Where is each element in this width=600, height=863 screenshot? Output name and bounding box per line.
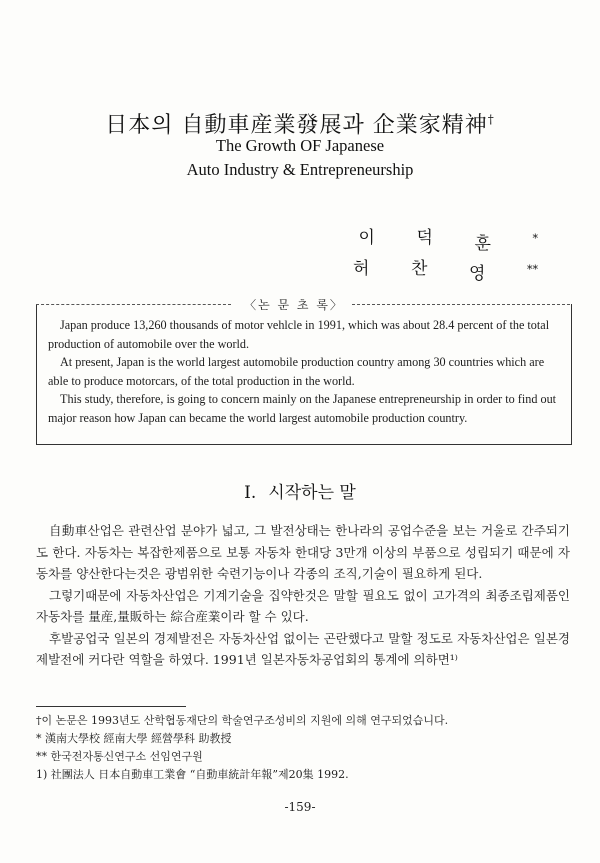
body-text <box>36 520 570 671</box>
body-paragraph: 후발공업국 일본의 경제발전은 자동차산업 없이는 곤란했다고 말할 정도로 자동차산업은 일본경제발전에 커다란 역할을 하였다. 1991년 일본자동차공업회의 통계에 의하면¹⁾ <box>36 630 570 667</box>
author-2-char-3-text: 영 <box>469 264 486 285</box>
author-2-mark: ** <box>527 262 538 276</box>
section-number: I. <box>244 483 257 503</box>
abstract-paragraph: At present, Japan is the world largest automobile production country among 30 countries which are able to produce motorcars, of the total production in the world. <box>48 355 545 388</box>
author-1 <box>353 226 538 257</box>
abstract-text <box>48 316 566 427</box>
section-heading <box>0 478 600 503</box>
abstract-top-rule-right <box>352 304 570 305</box>
abstract-heading: 〈논 문 초 록〉 <box>244 298 344 312</box>
abstract-top-rule-left <box>36 304 231 305</box>
footnote-author-2: ** 한국전자통신연구소 선임연구원 <box>36 750 203 763</box>
footnote-author-1: * 漢南大學校 經南大學 經營學科 助教授 <box>36 732 232 745</box>
footnote-divider <box>36 706 186 707</box>
body-paragraph: 그렇기때문에 자동차산업은 기계기술을 집약한것은 말할 필요도 없이 고가격의 최종조립제품인 자동차를 量産,量販하는 綜合産業이라 할 수 있다. <box>36 587 570 624</box>
author-1-char-1: 이 <box>358 228 375 248</box>
author-list <box>353 226 538 287</box>
abstract-paragraph: This study, therefore, is going to concern mainly on the Japanese entrepreneurship in order to find out major reason how Japan can became the world largest automobile production country. <box>48 392 557 425</box>
author-2 <box>353 257 538 288</box>
author-2-char-1: 허 <box>353 258 370 279</box>
body-paragraph: 自動車산업은 관련산업 분야가 넓고, 그 발전상태는 한나라의 공업수준을 보는 거울로 간주되기도 한다. 자동차는 복잡한제품으로 보통 자동차 한대당 3만개 이상의 부품으로 성립되기 때문에 자동차를 양산한다는것은 광범위한 숙련기능이나 각종의 조직,기술이 필요하게 된다. <box>36 523 570 581</box>
author-1-char-3 <box>475 226 539 257</box>
author-2-char-2: 찬 <box>411 258 428 279</box>
title-english-line2: Auto Industry & Entrepreneurship <box>186 160 414 179</box>
footnote-funding: †이 논문은 1993년도 산학협동재단의 학술연구조성비의 지원에 의해 연구되었습니다. <box>36 714 449 727</box>
author-1-char-2: 덕 <box>416 228 433 248</box>
footnotes <box>36 712 570 784</box>
author-2-char-3 <box>469 257 538 288</box>
section-title: 시작하는 말 <box>268 483 356 503</box>
page-number: -159- <box>284 800 316 814</box>
abstract-paragraph: Japan produce 13,260 thousands of motor vehlcle in 1991, which was about 28.4 percent of the total production of automobile over the world. <box>48 318 550 351</box>
title-korean-text: 日本의 自動車産業發展과 企業家精神 <box>105 113 488 138</box>
title-english-line1: The Growth OF Japanese <box>215 136 385 155</box>
author-1-mark: * <box>532 232 538 245</box>
author-1-char-3-text: 훈 <box>474 233 491 254</box>
title-dagger: † <box>487 112 495 127</box>
footnote-reference-1: 1) 社團法人 日本自動車工業會 “自動車統計年報”제20集 1992. <box>36 768 349 781</box>
title-korean <box>0 108 600 139</box>
